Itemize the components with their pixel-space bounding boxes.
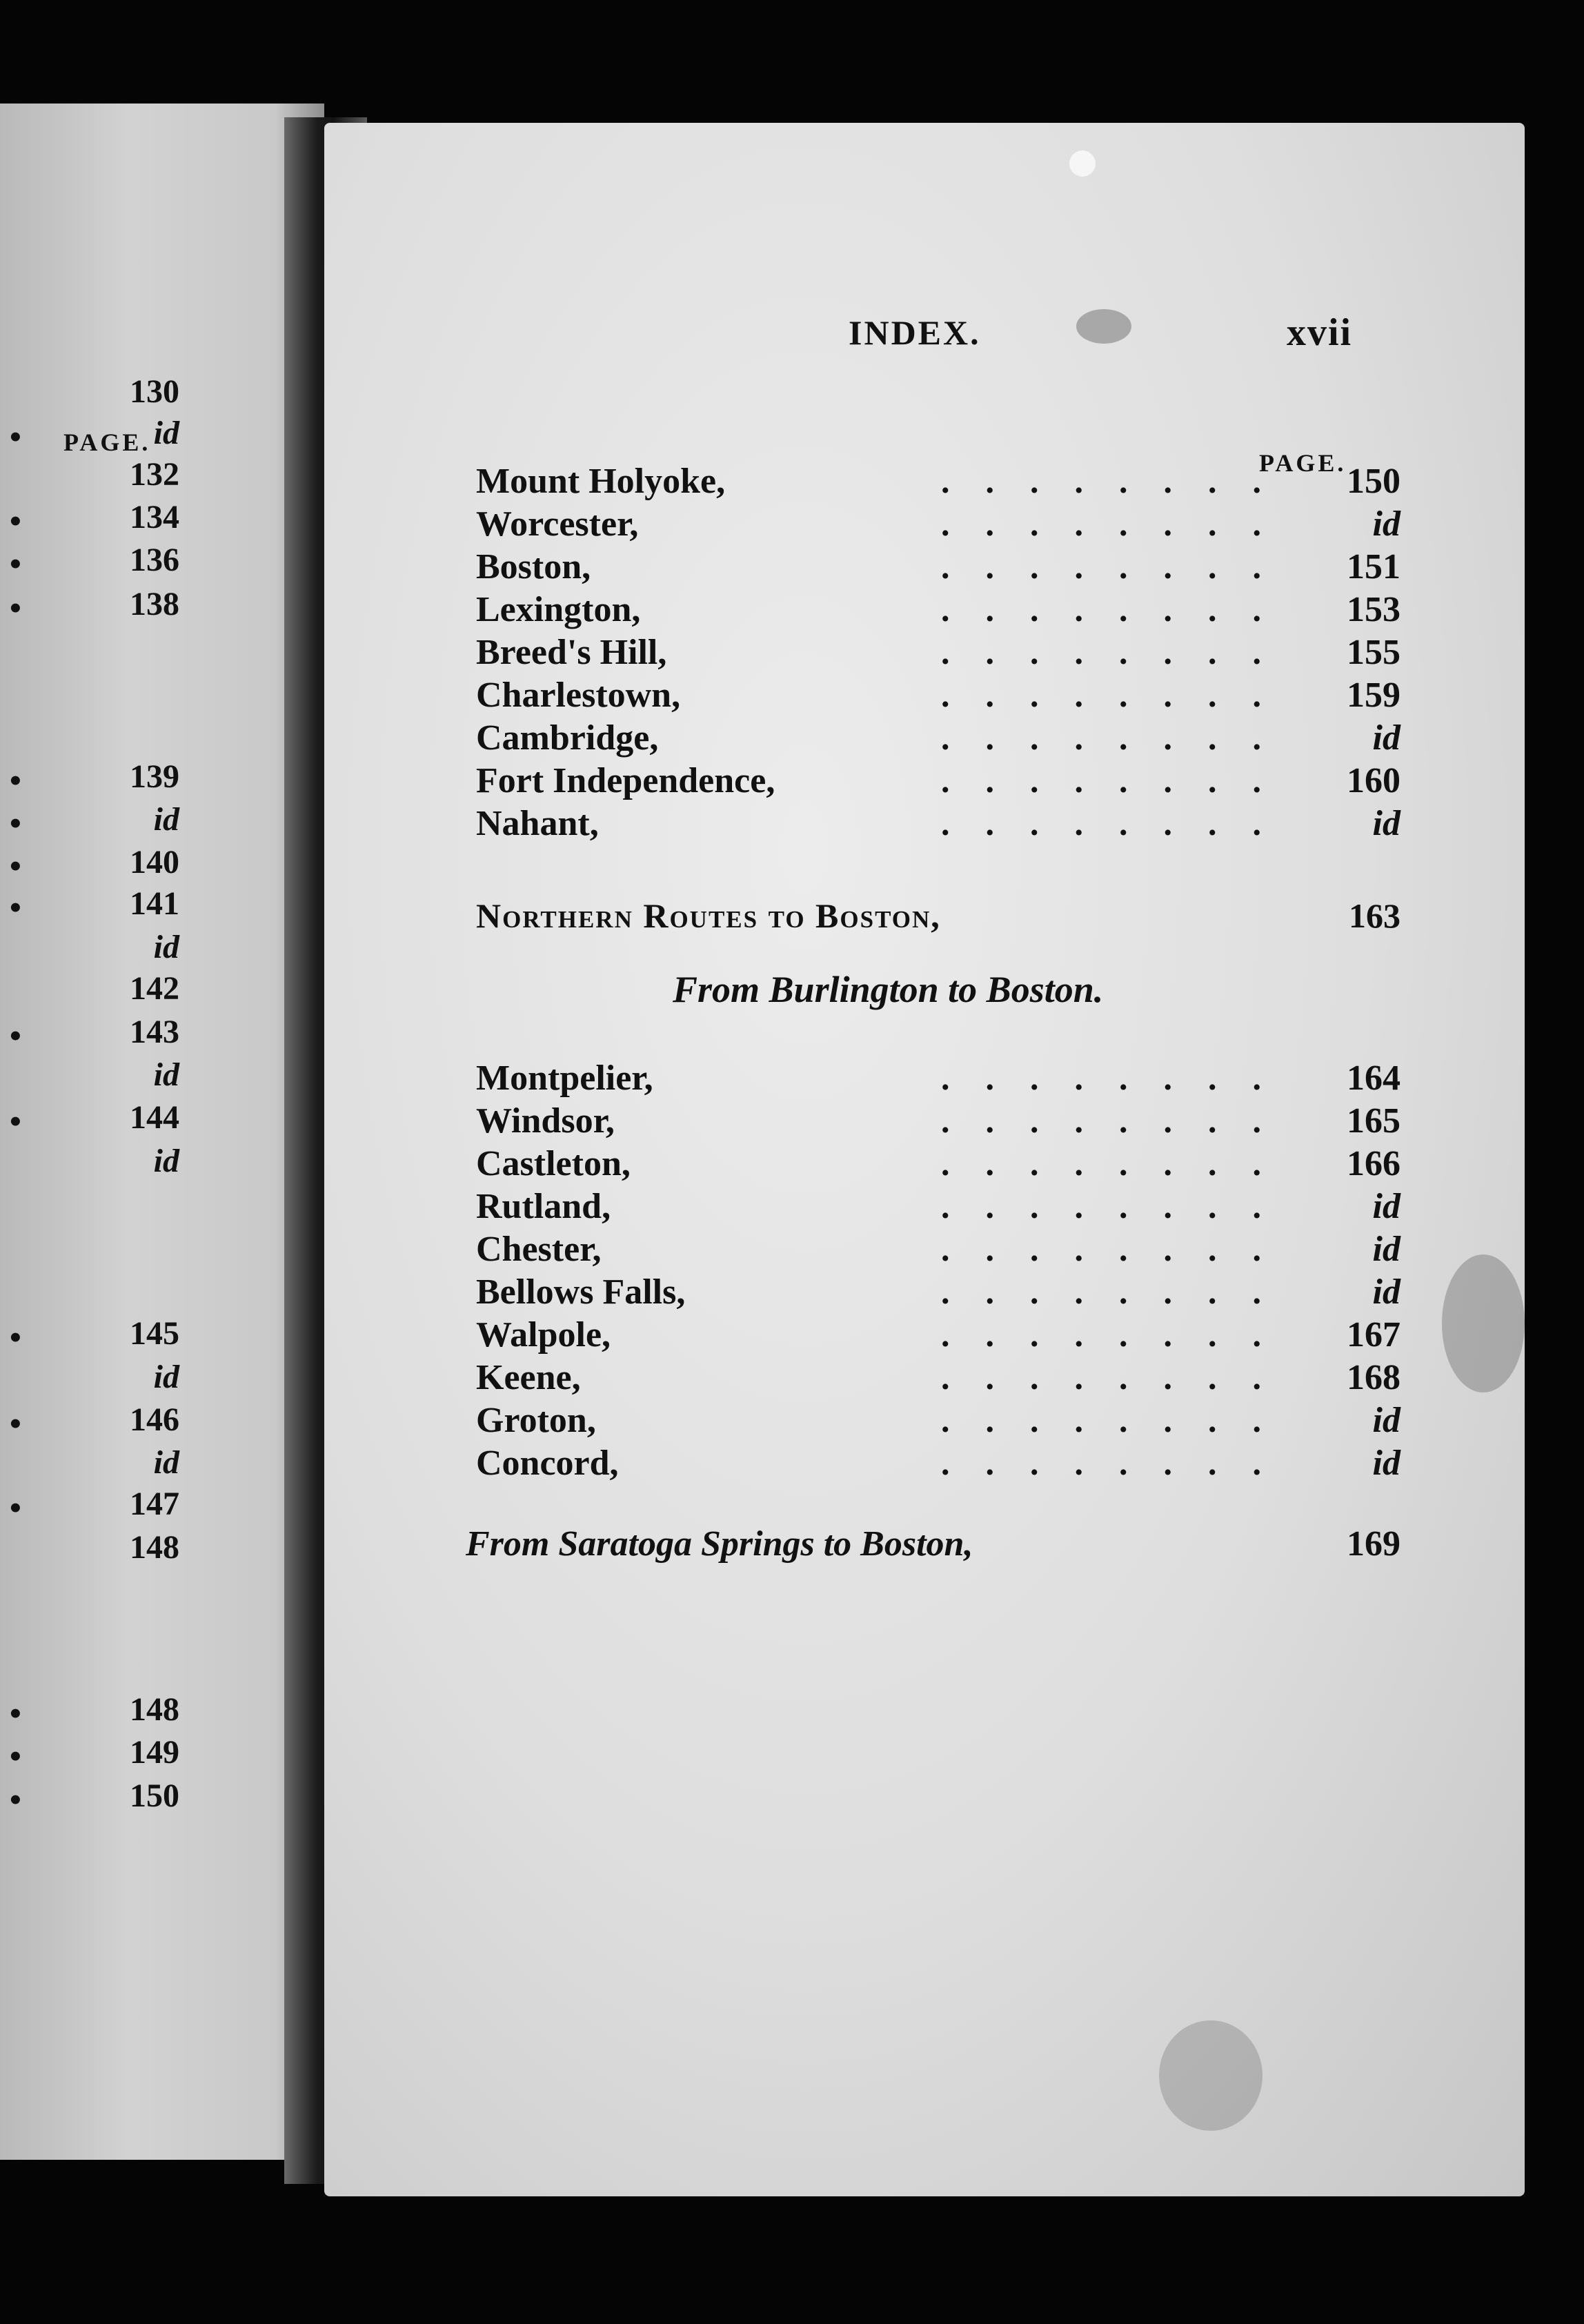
subsection-heading: [466, 1524, 1400, 1572]
leader-dot: •: [10, 889, 21, 926]
index-entry: [476, 589, 1400, 632]
left-page-number: 146: [130, 1401, 179, 1438]
index-entry: [476, 1186, 1400, 1229]
entry-name: Walpole,: [476, 1315, 611, 1355]
entry-page: 168: [1347, 1358, 1400, 1397]
left-index-row: [0, 800, 186, 843]
index-entry: [476, 1272, 1400, 1314]
left-page-number: 147: [130, 1486, 179, 1522]
entry-name: Castleton,: [476, 1144, 631, 1183]
left-index-row: [0, 1733, 186, 1776]
dot-leader: ........: [941, 1230, 1297, 1268]
subsection-page: 169: [1347, 1524, 1400, 1564]
left-index-row: [0, 758, 186, 800]
left-index-row: [0, 1056, 186, 1099]
index-entry: [476, 461, 1400, 504]
left-page-number: 130: [130, 373, 179, 410]
leader-dot: •: [10, 419, 21, 455]
left-index-row: [0, 498, 186, 541]
paper-spot: [1069, 150, 1096, 177]
dot-leader: ........: [941, 1101, 1297, 1140]
leader-dot: •: [10, 1319, 21, 1356]
left-page-number: id: [153, 1056, 179, 1093]
left-page-number: id: [153, 929, 179, 965]
left-page-number: 138: [130, 586, 179, 622]
dot-leader: ........: [941, 804, 1297, 843]
left-page-number: 148: [130, 1529, 179, 1566]
entry-page: id: [1372, 718, 1400, 758]
dot-leader: ........: [941, 1058, 1297, 1097]
leader-dot: •: [10, 546, 21, 582]
left-index-row: [0, 373, 186, 415]
subsection-title: From Saratoga Springs to Boston,: [466, 1524, 973, 1564]
section-title: Northern Routes to Boston,: [476, 896, 941, 935]
left-page-number: id: [153, 415, 179, 451]
entry-page: 166: [1347, 1144, 1400, 1183]
dot-leader: ........: [941, 718, 1297, 757]
entry-page: id: [1372, 1187, 1400, 1226]
left-page-number: 134: [130, 499, 179, 535]
entry-name: Nahant,: [476, 804, 599, 843]
leader-dot: •: [10, 1018, 21, 1054]
left-page-column-header: PAGE.: [63, 429, 151, 456]
dot-leader: ........: [941, 504, 1297, 543]
entry-page: 155: [1347, 633, 1400, 672]
entry-page: 159: [1347, 676, 1400, 715]
entry-page: 160: [1347, 761, 1400, 800]
left-index-row: [0, 1777, 186, 1820]
entry-name: Groton,: [476, 1401, 596, 1440]
page-column-header: PAGE.: [1259, 449, 1347, 477]
entry-page: 151: [1347, 547, 1400, 587]
left-page-number: 140: [130, 844, 179, 880]
leader-dot: •: [10, 762, 21, 799]
left-index-row: [0, 1528, 186, 1571]
left-index-row: [0, 1485, 186, 1528]
entry-name: Windsor,: [476, 1101, 615, 1141]
left-index-row: [0, 1401, 186, 1444]
left-page-number: id: [153, 1444, 179, 1481]
dot-leader: ........: [941, 761, 1297, 800]
entry-page: id: [1372, 1444, 1400, 1483]
left-page-number: 141: [130, 885, 179, 922]
entry-page: 153: [1347, 590, 1400, 629]
left-index-row: [0, 455, 186, 498]
left-index-row: [0, 1013, 186, 1056]
entry-name: Worcester,: [476, 504, 639, 544]
left-index-row: [0, 414, 186, 457]
leader-dot: •: [10, 1695, 21, 1732]
entry-name: Mount Holyoke,: [476, 462, 726, 501]
dot-leader: ........: [941, 1187, 1297, 1225]
paper-stain: [1442, 1254, 1525, 1392]
left-index-row: [0, 969, 186, 1012]
paper-stain: [1076, 309, 1131, 344]
left-page: [0, 104, 324, 2160]
leader-dot: •: [10, 1738, 21, 1775]
page-title: INDEX.: [849, 313, 981, 352]
leader-dot: •: [10, 1103, 21, 1140]
left-page-number: 132: [130, 456, 179, 493]
entry-page: 167: [1347, 1315, 1400, 1355]
left-index-row: [0, 928, 186, 971]
index-entry: [476, 760, 1400, 803]
entry-name: Concord,: [476, 1444, 619, 1483]
leader-dot: •: [10, 590, 21, 627]
leader-dot: •: [10, 1490, 21, 1526]
left-index-row: [0, 1314, 186, 1357]
entry-name: Boston,: [476, 547, 591, 587]
left-index-row: [0, 843, 186, 886]
entry-page: id: [1372, 1401, 1400, 1440]
dot-leader: ........: [941, 1401, 1297, 1439]
leader-dot: •: [10, 503, 21, 540]
dot-leader: ........: [941, 1358, 1297, 1397]
entry-name: Keene,: [476, 1358, 581, 1397]
left-page-number: 150: [130, 1778, 179, 1814]
left-index-row: [0, 1444, 186, 1486]
left-page-number: 149: [130, 1734, 179, 1771]
entry-page: id: [1372, 1230, 1400, 1269]
entry-name: Rutland,: [476, 1187, 611, 1226]
entry-name: Fort Independence,: [476, 761, 775, 800]
dot-leader: ........: [941, 1144, 1297, 1183]
index-entry: [476, 504, 1400, 546]
index-entry: [476, 1143, 1400, 1186]
section-page: 163: [1349, 896, 1400, 935]
index-entry: [476, 675, 1400, 718]
leader-dot: •: [10, 848, 21, 885]
entry-name: Breed's Hill,: [476, 633, 667, 672]
index-entry: [476, 1357, 1400, 1400]
left-page-number: 148: [130, 1691, 179, 1728]
left-index-row: [0, 1099, 186, 1141]
subheading: From Burlington to Boston.: [673, 969, 1104, 1010]
index-entry: [476, 1229, 1400, 1272]
entry-page: 150: [1347, 462, 1400, 501]
index-entry: [476, 718, 1400, 760]
left-page-number: id: [153, 1143, 179, 1179]
entry-name: Cambridge,: [476, 718, 659, 758]
dot-leader: ........: [941, 1444, 1297, 1482]
dot-leader: ........: [941, 590, 1297, 629]
left-index-row: [0, 585, 186, 628]
index-entry: [476, 1400, 1400, 1443]
leader-dot: •: [10, 805, 21, 842]
entry-name: Bellows Falls,: [476, 1272, 686, 1312]
left-index-row: [0, 1142, 186, 1185]
index-entry: [476, 1101, 1400, 1143]
left-page-number: id: [153, 801, 179, 838]
entry-page: 165: [1347, 1101, 1400, 1141]
dot-leader: ........: [941, 547, 1297, 586]
leader-dot: •: [10, 1406, 21, 1442]
index-entry: [476, 1443, 1400, 1486]
section-heading: [476, 896, 1400, 944]
dot-leader: ........: [941, 1272, 1297, 1311]
left-page-number: 145: [130, 1315, 179, 1352]
entry-page: id: [1372, 504, 1400, 544]
left-index-row: [0, 885, 186, 927]
index-entry: [476, 632, 1400, 675]
leader-dot: •: [10, 1782, 21, 1818]
dot-leader: ........: [941, 633, 1297, 671]
index-entry: [476, 803, 1400, 846]
left-index-row: [0, 1358, 186, 1401]
left-index-row: [0, 1691, 186, 1733]
left-page-number: 142: [130, 970, 179, 1007]
entry-page: 164: [1347, 1058, 1400, 1098]
entry-name: Charlestown,: [476, 676, 681, 715]
index-entry: [476, 546, 1400, 589]
entry-name: Lexington,: [476, 590, 641, 629]
left-page-number: 144: [130, 1099, 179, 1136]
dot-leader: ........: [941, 1315, 1297, 1354]
right-page: [324, 123, 1525, 2196]
entry-page: id: [1372, 804, 1400, 843]
entry-page: id: [1372, 1272, 1400, 1312]
left-index-row: [0, 541, 186, 584]
page-number: xvii: [1287, 311, 1353, 354]
dot-leader: ........: [941, 676, 1297, 714]
entry-name: Montpelier,: [476, 1058, 653, 1098]
index-entry: [476, 1058, 1400, 1101]
left-page-number: 136: [130, 542, 179, 578]
dot-leader: ........: [941, 462, 1297, 500]
left-page-number: 143: [130, 1014, 179, 1050]
entry-name: Chester,: [476, 1230, 602, 1269]
index-entry: [476, 1314, 1400, 1357]
left-page-number: id: [153, 1359, 179, 1395]
paper-stain: [1159, 2020, 1263, 2131]
left-page-number: 139: [130, 758, 179, 795]
